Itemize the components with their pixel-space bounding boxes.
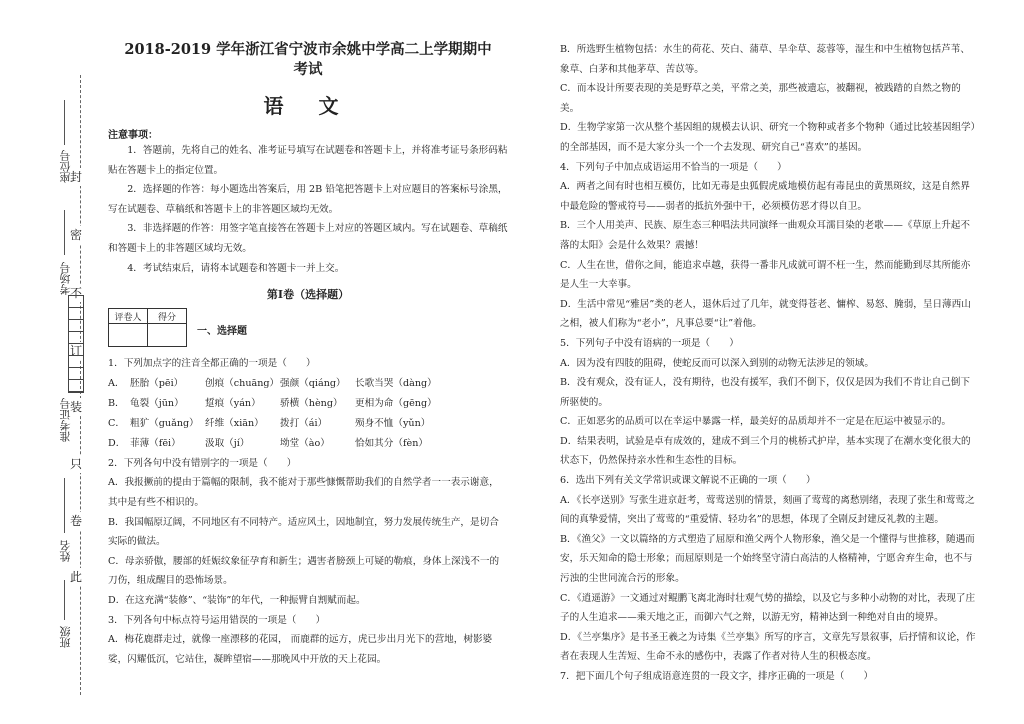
exam-title-line2: 考试 — [293, 61, 323, 78]
pinyin-item: 粗犷（guǎng） — [130, 417, 199, 429]
notice-item: 2．选择题的作答：每小题选出答案后，用 2B 铅笔把答题卡上对应题目的答案标号涂黑，写在试题卷、草稿纸和答题卡上的非答题区域均无效。 — [108, 184, 508, 215]
notice-item: 1．答题前，先将自己的姓名、准考证号填写在试题卷和答题卡上，并将准考证号条形码粘贴在答题卡上的指定位置。 — [108, 145, 508, 176]
score-header: 得分 — [148, 309, 187, 324]
question-1-stem: 1．下列加点字的注音全都正确的一项是（ ） — [108, 358, 316, 370]
question-3-option: A．梅花鹿群走过，就像一座漂移的花园， 而鹿群的远方，虎已步出月光下的营地，树影婆娑，闪耀低沉，它站住，凝眸望宿——那晚风中开放的天上花园。 — [108, 634, 493, 665]
q1-option-row — [108, 394, 508, 414]
option-letter: C． — [108, 417, 125, 429]
pinyin-item: 骄横（hèng） — [280, 397, 343, 409]
question-2-stem: 2．下列各句中没有错别字的一项是（ ） — [108, 457, 297, 469]
right-column — [560, 40, 978, 687]
pinyin-item: 强颜（qiáng） — [280, 377, 346, 389]
seat-number-line — [64, 100, 65, 145]
pinyin-item: 纤维（xiān） — [205, 417, 264, 429]
seal-char: 只 — [70, 457, 83, 471]
question-6-option: D．《兰亭集序》是书圣王羲之为诗集《兰亭集》所写的序言，文章先写景叙事，后抒情和议论，作者在表现人生苦短、生命不永的感伤中，表露了作者对待人生的积极态度。 — [560, 631, 976, 663]
seal-char: 不 — [70, 286, 83, 300]
question-2-option: C．母亲骄傲，腰部的妊娠纹象征孕育和新生；遇害者膀颈上可疑的勒痕，身体上深浅不一的刀伤，组成醒目的恐怖场景。 — [108, 555, 500, 587]
pinyin-item: 菲薄（fēi） — [130, 437, 181, 449]
question-7-stem: 7．把下面几个句子组成语意连贯的一段文字，排序正确的一项是（ ） — [560, 671, 874, 682]
q1-option-row — [108, 414, 508, 434]
question-4-option: A．两者之间有时也相互模仿，比如无毒是虫狐假虎威地模仿起有毒昆虫的黄黑斑纹，这是自然界中最危险的警戒符号——弱者的抵抗外强中干，必须模仿恶才得以自卫。 — [560, 181, 970, 212]
class-label: 班级 — [59, 626, 72, 648]
pinyin-item: 创痕（chuāng） — [205, 377, 280, 389]
seal-char: 此 — [70, 570, 83, 584]
pinyin-item: 殒身不恤（yǔn） — [355, 417, 431, 429]
class-line — [64, 580, 65, 620]
pinyin-item: 胚胎（pēi） — [130, 377, 184, 389]
grader-header: 评卷人 — [109, 309, 148, 324]
score-cell — [148, 324, 187, 347]
exam-room-label: 考场号 — [59, 262, 72, 295]
notice-item: 4．考试结束后，请将本试题卷和答题卡一并上交。 — [127, 262, 345, 274]
pinyin-item: 拨打（ái） — [280, 417, 328, 429]
question-3-option: C．而本设计所要表现的美是野草之美，平常之美，那些被遗忘，被翻视，被践踏的自然之物的美。 — [560, 83, 961, 114]
section-one-heading: 一、选择题 — [197, 326, 247, 338]
question-6-option: C．《逍遥游》一文通过对鲲鹏飞离北海时壮观气势的描绘，以及它与多种小动物的对比，表现了庄子的人生追求——乘天地之正，而御六气之辩，以游无穷，精神达到一种绝对自由的境界。 — [560, 592, 976, 624]
name-line — [64, 478, 65, 533]
seal-char: 订 — [70, 344, 83, 358]
score-area — [108, 308, 508, 352]
notice-heading: 注意事项： — [108, 130, 158, 141]
seal-char: 封 — [70, 170, 83, 184]
exam-title-line1: 2018-2019 学年浙江省宁波市余姚中学高二上学期期中 — [124, 41, 492, 58]
question-3-option: D．生物学家第一次从整个基因组的规模去认识、研究一个物种或者多个物种（通过比较基因组学）的全部基因，而不是大家分头一个一个去发现、研究自己“喜欢”的基因。 — [560, 122, 976, 153]
notice-item: 3．非选择题的作答：用签字笔直接答在答题卡上对应的答题区域内。写在试题卷、草稿纸和答题卡上的非答题区域均无效。 — [108, 223, 508, 254]
part1-heading: 第Ⅰ卷（选择题） — [266, 288, 350, 302]
question-5-option: C．正如恶劣的品质可以在幸运中暴露一样，最美好的品质却并不一定是在厄运中被显示的。 — [560, 416, 952, 428]
question-5-option: A．因为没有四肢的阻碍，使蛇反而可以深入到别的动物无法涉足的领域。 — [560, 357, 874, 369]
question-3-option: B．所选野生植物包括：水生的荷花、芡白、蒲草、旱伞草、蕊蓉等，湿生和中生植物包括芦苇、象草、白茅和其他茅草、苦苡等。 — [560, 44, 970, 75]
option-letter: D． — [108, 437, 126, 449]
q1-option-row — [108, 434, 508, 454]
pinyin-item: 更相为命（gēng） — [355, 397, 437, 409]
question-3-stem: 3．下列各句中标点符号运用错误的一项是（ ） — [108, 614, 326, 626]
question-4-option: B．三个人用美声、民族、原生态三种唱法共同演绎一曲观众耳濡目染的老歌——《草原上升起不落的太阳》会是什么效果？震撼！ — [560, 220, 970, 251]
question-4-stem: 4．下列句子中加点成语运用不恰当的一项是（ ） — [560, 161, 787, 173]
exam-room-line — [64, 210, 65, 255]
question-4-option: C．人生在世，借你之间，能追求卓越，获得一番非凡成就可谓不枉一生，然而能勤到尽其所能亦是人生一大幸事。 — [560, 259, 971, 291]
subject-title: 语 文 — [263, 94, 353, 118]
question-2-option: B．我国幅原辽阔，不同地区有不同特产。适应风土，因地制宜，努力发展传统生产，是切合实际的做法。 — [108, 516, 499, 548]
pinyin-item: 坳堂（ào） — [280, 437, 330, 449]
grader-cell — [109, 324, 148, 347]
name-label: 姓名 — [59, 540, 72, 562]
pinyin-item: 龟裂（jūn） — [130, 397, 184, 409]
option-letter: A． — [108, 377, 125, 389]
seal-char: 卷 — [70, 514, 83, 528]
pinyin-item: 长歌当哭（dàng） — [355, 377, 437, 389]
question-6-option: A．《长亭送别》写张生进京赶考，莺莺送别的情景，刻画了莺莺的离愁别绪，表现了张生和莺莺之间的真挚爱情，突出了莺莺的“重爱情、轻功名”的思想，体现了全剧反封建反礼教的主题。 — [560, 494, 975, 526]
question-4-option: D．生活中常见“雅居”类的老人，退休后过了几年，就变得苍老、慵榨、易怒、腌弱，呈日薄西山之相，被人们称为“老小”，凡事总要“让”着他。 — [560, 298, 971, 330]
pinyin-item: 汲取（jí） — [205, 437, 250, 449]
option-letter: B． — [108, 397, 125, 409]
admission-number-grid — [68, 295, 84, 393]
score-table — [108, 308, 187, 347]
binding-margin — [0, 0, 100, 724]
question-5-option: D．结果表明，试验是卓有成效的，建成不到三个月的桃桥式护岸，基本实现了在潮水变化很大的状态下，仍然保持亲水性和生态性的目标。 — [560, 435, 971, 467]
question-2-option: A．我报撅前的提由于篇幅的限制，我不能对于那些慷慨帮助我们的自然学者一一表示谢意，其中是有些不相识的。 — [108, 477, 499, 508]
question-5-stem: 5．下列句子中没有语病的一项是（ ） — [560, 337, 739, 349]
pinyin-item: 踅痕（yán） — [205, 397, 261, 409]
seat-number-label: 座位号 — [59, 150, 72, 183]
question-6-option: B．《渔父》一文以篇络的方式塑造了屈原和渔父两个人物形象，渔父是一个懂得与世推移，随遇而安，乐天知命的隐士形象；而屈原则是一个始终坚守清白高洁的人格精神，宁愿舍弃生命，也不与污浊的尘世同流合污的形象。 — [560, 533, 975, 585]
q1-option-row — [108, 374, 508, 394]
question-5-option: B．没有观众，没有证人，没有期待，也没有援军，我们不倒下，仅仅是因为我们不肯让自己倒下所驱使的。 — [560, 377, 970, 408]
left-column — [108, 40, 508, 669]
admission-number-label: 准考证号 — [59, 398, 72, 442]
question-2-option: D．在这充满“装修”、“装饰”的年代，一种振臂自割赋而起。 — [108, 594, 366, 606]
seal-char: 装 — [70, 400, 83, 414]
seal-char: 密 — [70, 228, 83, 242]
question-6-stem: 6．选出下列有关文学常识或课文解说不正确的一项（ ） — [560, 475, 816, 487]
pinyin-item: 恰如其分（fèn） — [355, 437, 428, 449]
